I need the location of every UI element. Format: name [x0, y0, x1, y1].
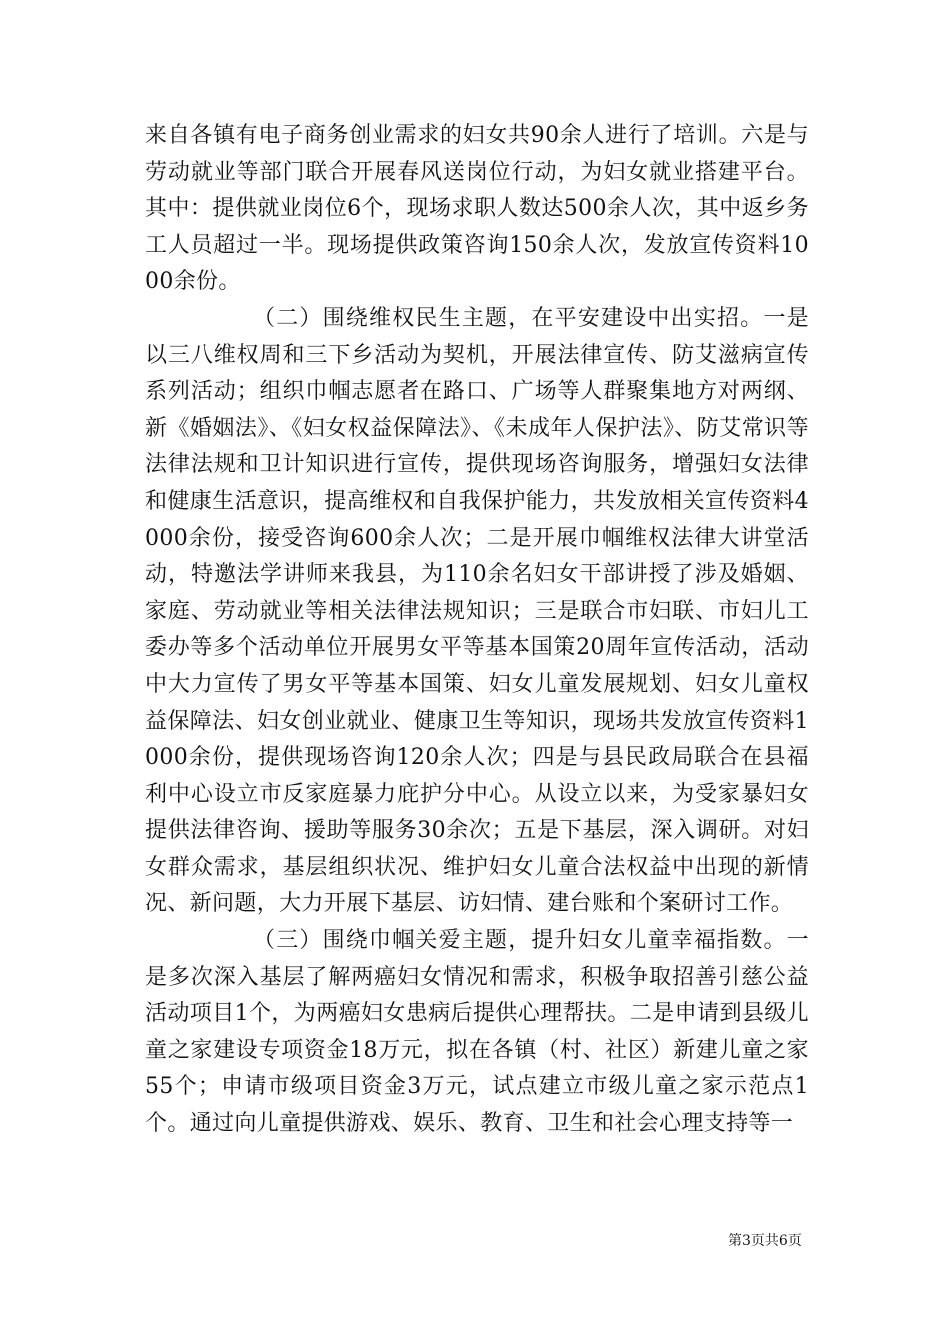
document-body — [145, 118, 809, 1143]
paragraph-section-two: （二）围绕维权民生主题，在平安建设中出实招。一是以三八维权周和三下乡活动为契机，开展法律宣传、防艾滋病宣传系列活动；组织巾帼志愿者在路口、广场等人群聚集地方对两纲、新《婚姻法》、《妇女权益保障法》、《未成年人保护法》、防艾常识等法律法规和卫计知识进行宣传，提供现场咨询服务，增强妇女法律和健康生活意识，提高维权和自我保护能力，共发放相关宣传资料4000余份，接受咨询600余人次；二是开展巾帼维权法律大讲堂活动，特邀法学讲师来我县，为110余名妇女干部讲授了涉及婚姻、家庭、劳动就业等相关法律法规知识；三是联合市妇联、市妇儿工委办等多个活动单位开展男女平等基本国策20周年宣传活动，活动中大力宣传了男女平等基本国策、妇女儿童发展规划、妇女儿童权益保障法、妇女创业就业、健康卫生等知识，现场共发放宣传资料1000余份，提供现场咨询120余人次；四是与县民政局联合在县福利中心设立市反家庭暴力庇护分中心。从设立以来，为受家暴妇女提供法律咨询、援助等服务30余次；五是下基层，深入调研。对妇女群众需求，基层组织状况、维护妇女儿童合法权益中出现的新情况、新问题，大力开展下基层、访妇情、建台账和个案研讨工作。 — [145, 305, 809, 917]
page-number-footer: 第3页共6页 — [728, 1233, 802, 1249]
paragraph-continuation: 来自各镇有电子商务创业需求的妇女共90余人进行了培训。六是与劳动就业等部门联合开展春风送岗位行动，为妇女就业搭建平台。其中：提供就业岗位6个，现场求职人数达500余人次，其中返乡务工人员超过一半。现场提供政策咨询150余人次，发放宣传资料1000余份。 — [145, 123, 809, 295]
paragraph-section-three: （三）围绕巾帼关爱主题，提升妇女儿童幸福指数。一是多次深入基层了解两癌妇女情况和需求，积极争取招善引慈公益活动项目1个，为两癌妇女患病后提供心理帮扶。二是申请到县级儿童之家建设专项资金18万元，拟在各镇（村、社区）新建儿童之家55个；申请市级项目资金3万元，试点建立市级儿童之家示范点1个。通过向儿童提供游戏、娱乐、教育、卫生和社会心理支持等一 — [145, 928, 809, 1137]
